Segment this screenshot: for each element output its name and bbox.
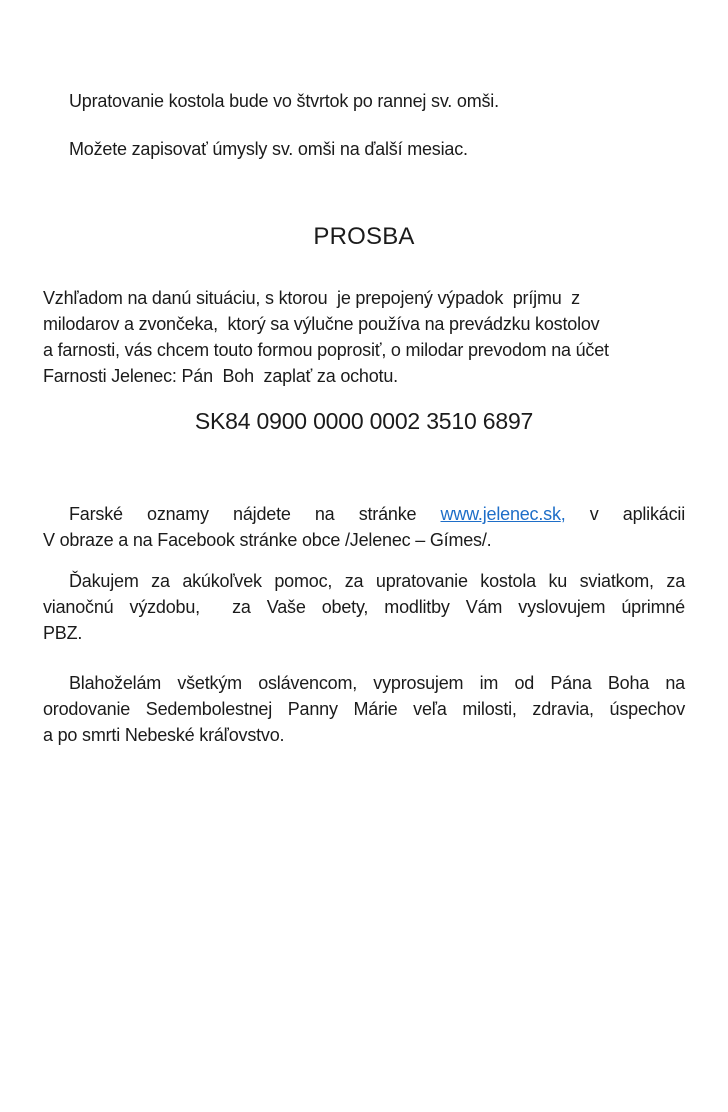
- thanks-line: PBZ.: [43, 623, 83, 643]
- announcements-line-2: V obraze a na Facebook stránke obce /Jelenec – Gímes/.: [43, 530, 492, 550]
- congrats-line: a po smrti Nebeské kráľovstvo.: [43, 725, 285, 745]
- request-paragraph: [43, 285, 685, 389]
- bank-account-number: SK84 0900 0000 0002 3510 6897: [194, 408, 534, 434]
- request-line: milodarov a zvončeka, ktorý sa výlučne používa na prevádzku kostolov: [43, 314, 600, 334]
- thanks-line: Ďakujem za akúkoľvek pomoc, za upratovanie kostola ku sviatkom, za: [69, 571, 685, 591]
- request-line: a farnosti, vás chcem touto formou poprosiť, o milodar prevodom na účet: [43, 340, 609, 360]
- announcements-text-before-link: Farské oznamy nájdete na stránke: [69, 504, 441, 524]
- thanks-paragraph: [43, 568, 685, 646]
- request-line: Farnosti Jelenec: Pán Boh zaplať za ochotu.: [43, 366, 398, 386]
- announcements-paragraph: [43, 501, 685, 553]
- link-trailing-comma: ,: [560, 504, 566, 524]
- thanks-line: vianočnú výzdobu, za Vaše obety, modlitby Vám vyslovujem úprimné: [43, 597, 685, 617]
- congrats-line: Blahoželám všetkým oslávencom, vyprosujem im od Pána Boha na: [69, 673, 685, 693]
- announcements-text-after-link: v aplikácii: [565, 504, 685, 524]
- section-heading: PROSBA: [313, 223, 415, 250]
- announcements-line-1: [43, 501, 685, 527]
- notice-church-cleaning: Upratovanie kostola bude vo štvrtok po rannej sv. omši.: [69, 91, 499, 111]
- document-page: [0, 88, 728, 1112]
- request-line: Vzhľadom na danú situáciu, s ktorou je prepojený výpadok príjmu z: [43, 288, 580, 308]
- congrats-line: orodovanie Sedembolestnej Panny Márie veľa milosti, zdravia, úspechov: [43, 699, 685, 719]
- congratulations-paragraph: [43, 670, 685, 748]
- parish-website-link[interactable]: www.jelenec.sk: [440, 504, 561, 524]
- notice-mass-intentions: Možete zapisovať úmysly sv. omši na ďalší mesiac.: [69, 139, 468, 159]
